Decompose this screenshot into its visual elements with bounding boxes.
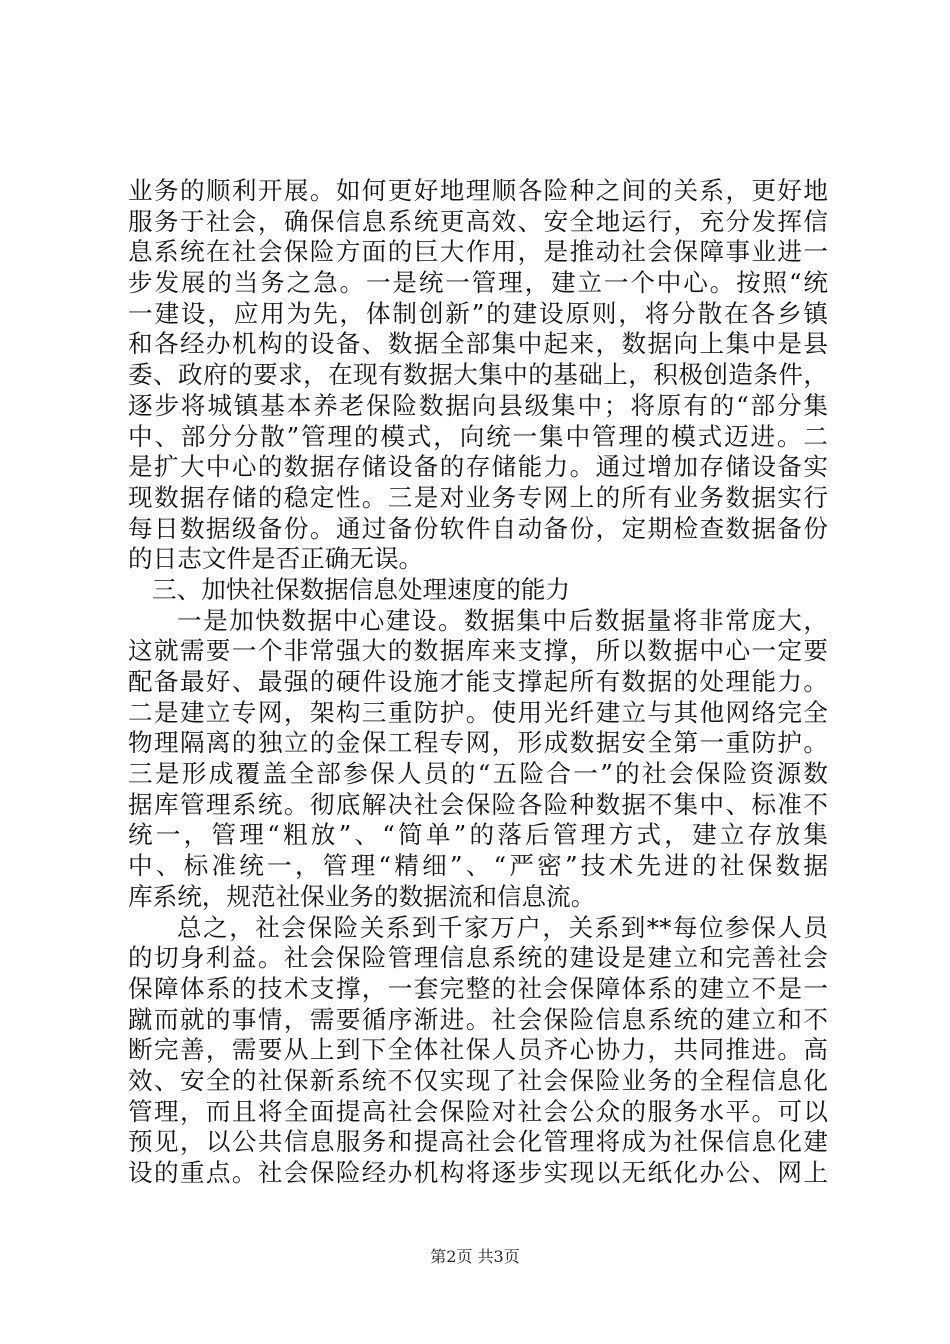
text-line: 的日志文件是否正确无误。 (128, 544, 424, 574)
text-line: 委、政府的要求，在现有数据大集中的基础上，积极创造条件， (128, 360, 828, 390)
text-line: 每日数据级备份。通过备份软件自动备份，定期检查数据备份 (128, 513, 828, 543)
text-line: 的切身利益。社会保险管理信息系统的建设是建立和完善社会 (128, 943, 828, 973)
text-line: 现数据存储的稳定性。三是对业务专网上的所有业务数据实行 (128, 482, 828, 512)
text-line: 是扩大中心的数据存储设备的存储能力。通过增加存储设备实 (128, 452, 828, 482)
text-line: 管理，而且将全面提高社会保险对社会公众的服务水平。可以 (128, 1096, 828, 1126)
text-line: 设的重点。社会保险经办机构将逐步实现以无纸化办公、网上 (128, 1158, 828, 1187)
section-heading: 三、加快社保数据信息处理速度的能力 (152, 574, 571, 604)
text-line: 统一，管理“粗放”、“简单”的落后管理方式，建立存放集 (128, 820, 828, 850)
paragraph-first-line: 一是加快数据中心建设。数据集中后数据量将非常庞大， (177, 605, 828, 635)
text-line: 中、部分分散”管理的模式，向统一集中管理的模式迈进。二 (128, 421, 828, 451)
text-line: 和各经办机构的设备、数据全部集中起来，数据向上集中是县 (128, 329, 828, 359)
text-line: 断完善，需要从上到下全体社保人员齐心协力，共同推进。高 (128, 1035, 828, 1065)
text-line: 一建设，应用为先，体制创新”的建设原则，将分散在各乡镇 (128, 298, 828, 328)
text-line: 效、安全的社保新系统不仅实现了社会保险业务的全程信息化 (128, 1065, 828, 1095)
document-body (128, 176, 828, 1189)
text-line: 据库管理系统。彻底解决社会保险各险种数据不集中、标准不 (128, 789, 828, 819)
text-line: 二是建立专网，架构三重防护。使用光纤建立与其他网络完全 (128, 697, 828, 727)
text-line: 这就需要一个非常强大的数据库来支撑，所以数据中心一定要 (128, 636, 828, 666)
text-line: 步发展的当务之急。一是统一管理，建立一个中心。按照“统 (128, 268, 828, 298)
text-line: 三是形成覆盖全部参保人员的“五险合一”的社会保险资源数 (128, 759, 828, 789)
text-line: 中、标准统一，管理“精细”、“严密”技术先进的社保数据 (128, 851, 828, 881)
text-line: 预见，以公共信息服务和提高社会化管理将成为社保信息化建 (128, 1127, 828, 1157)
text-line: 库系统，规范社保业务的数据流和信息流。 (128, 881, 596, 911)
text-line: 保障体系的技术支撑，一套完整的社会保障体系的建立不是一 (128, 973, 828, 1003)
text-line: 服务于社会，确保信息系统更高效、安全地运行，充分发挥信 (128, 206, 828, 236)
paragraph-first-line: 总之，社会保险关系到千家万户，关系到**每位参保人员 (177, 912, 828, 942)
text-line: 配备最好、最强的硬件设施才能支撑起所有数据的处理能力。 (128, 667, 828, 696)
page-footer (0, 1244, 950, 1267)
text-line: 物理隔离的独立的金保工程专网，形成数据安全第一重防护。 (128, 728, 828, 758)
text-line: 业务的顺利开展。如何更好地理顺各险种之间的关系，更好地 (128, 176, 828, 205)
text-line: 逐步将城镇基本养老保险数据向县级集中；将原有的“部分集 (128, 390, 828, 420)
page-indicator: 第2页 共3页 (430, 1247, 520, 1266)
text-line: 息系统在社会保险方面的巨大作用，是推动社会保障事业进一 (128, 237, 828, 267)
text-line: 蹴而就的事情，需要循序渐进。社会保险信息系统的建立和不 (128, 1004, 828, 1034)
